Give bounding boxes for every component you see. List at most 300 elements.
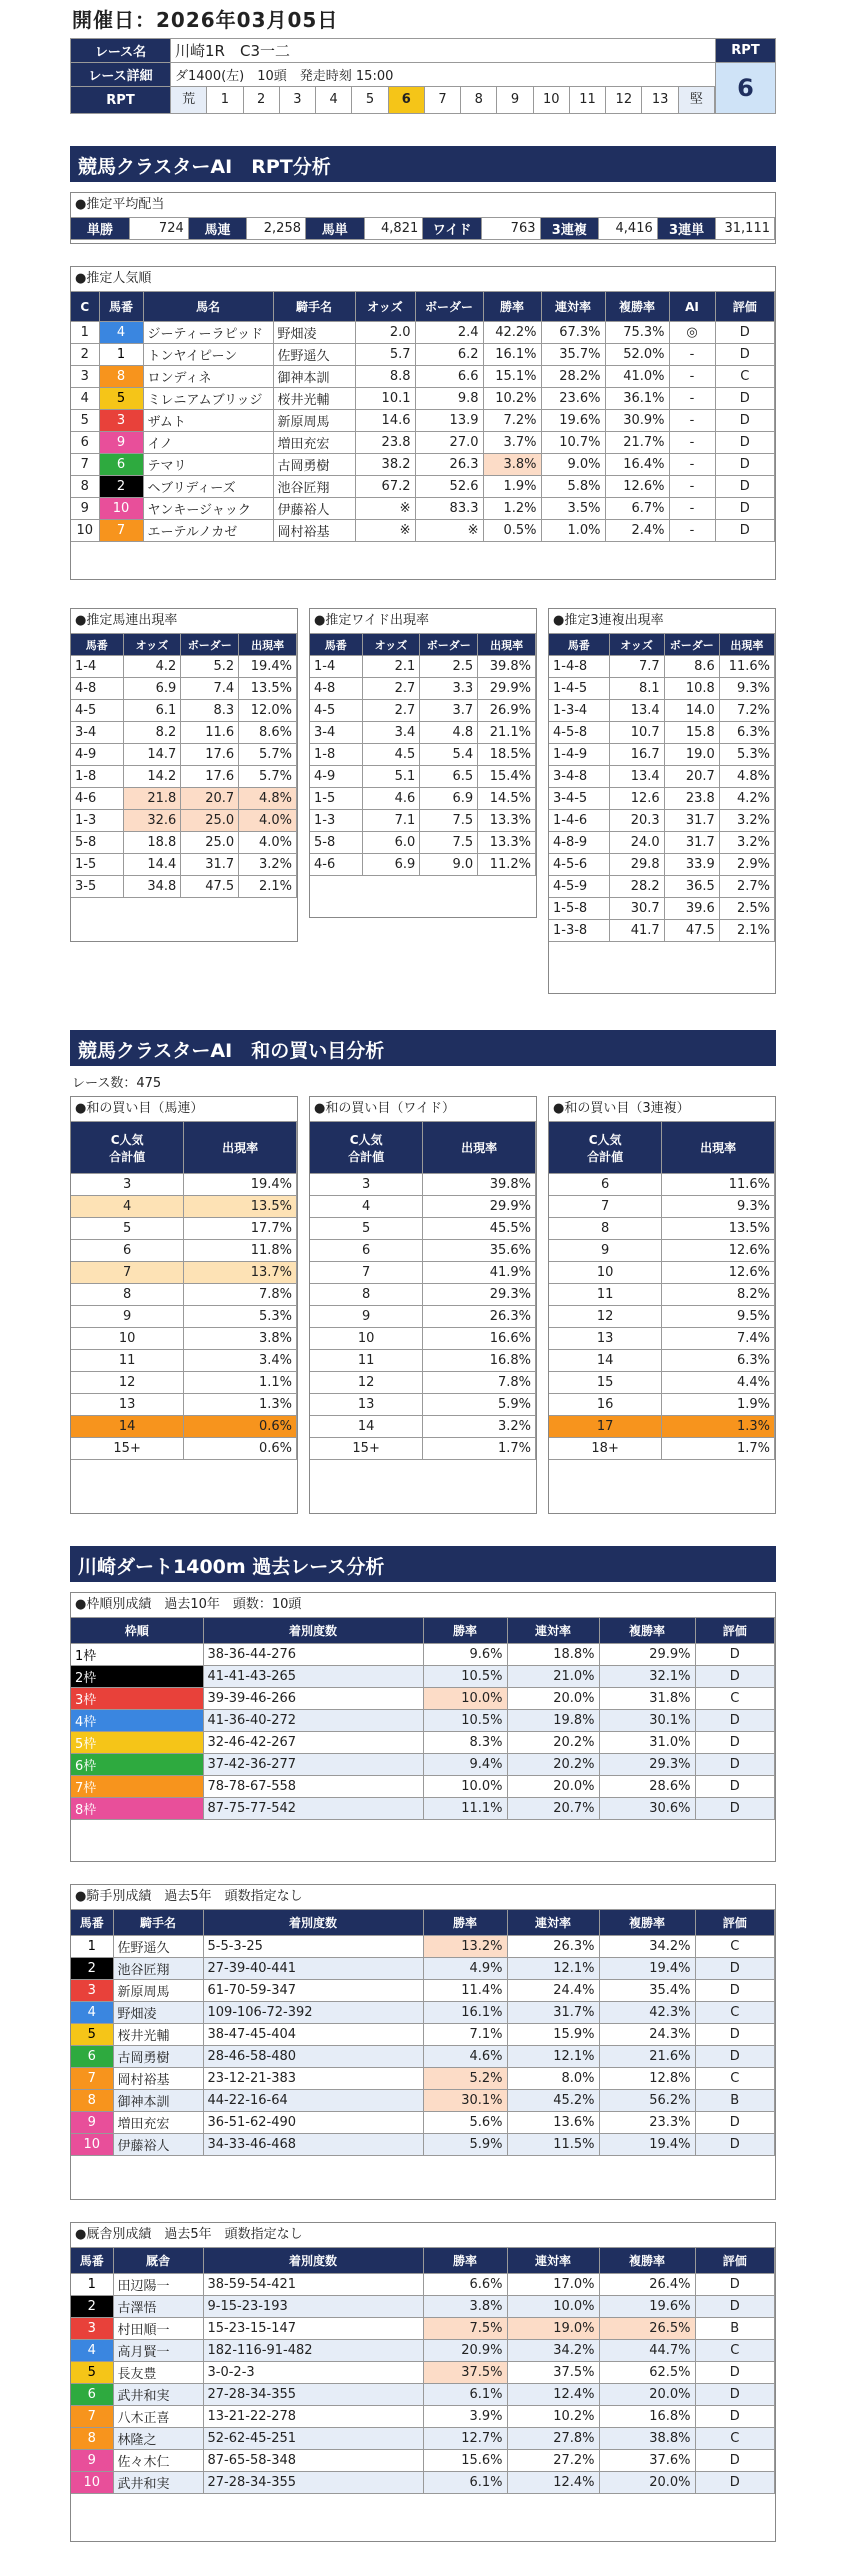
table-row <box>549 1196 775 1218</box>
popularity-cell: 6.2 <box>415 344 483 366</box>
table-header: オッズ <box>609 634 664 656</box>
popularity-cell: 67.2 <box>355 476 415 498</box>
table-row <box>310 788 536 810</box>
table-header: 馬番 <box>310 634 362 656</box>
table-cell: 武井和実 <box>113 2384 203 2406</box>
table-header: ボーダー <box>420 634 478 656</box>
table-cell: 38.8% <box>599 2428 695 2450</box>
popularity-cell: 新原周馬 <box>273 410 355 432</box>
wa-wide-box <box>309 1096 537 1514</box>
sum-value: 11 <box>549 1284 662 1306</box>
popularity-cell: 42.2% <box>483 322 541 344</box>
rate-value: 7.8% <box>423 1372 536 1394</box>
rate-value: 35.6% <box>423 1240 536 1262</box>
table-cell: 27.2% <box>507 2450 599 2472</box>
table-cell: 4.5 <box>362 744 420 766</box>
table-cell: 12.1% <box>507 2046 599 2068</box>
table-cell: 4-8 <box>71 678 123 700</box>
rate-value: 11.8% <box>184 1240 297 1262</box>
sum-value: 10 <box>549 1262 662 1284</box>
horse-number: 9 <box>99 432 143 454</box>
popularity-cell: ※ <box>415 520 483 542</box>
table-cell: 36.5 <box>664 876 719 898</box>
table-cell: 20.9% <box>423 2340 507 2362</box>
rate-value: 13.5% <box>662 1218 775 1240</box>
table-cell: 37.5% <box>423 2362 507 2384</box>
popularity-cell: 3.7% <box>483 432 541 454</box>
table-cell: 37.5% <box>507 2362 599 2384</box>
table-cell: 3-4-8 <box>549 766 609 788</box>
table-cell: 池谷匠翔 <box>113 1958 203 1980</box>
payout-value: 724 <box>130 218 189 240</box>
table-cell: 8.1 <box>609 678 664 700</box>
table-cell: 3.4 <box>362 722 420 744</box>
table-cell: D <box>695 1776 775 1798</box>
table-cell: 3.7 <box>420 700 478 722</box>
table-row <box>310 678 536 700</box>
table-cell: 24.0 <box>609 832 664 854</box>
table-header: 出現率 <box>719 634 774 656</box>
table-cell: 5.6% <box>423 2112 507 2134</box>
table-header: ボーダー <box>664 634 719 656</box>
table-cell: 11.6% <box>719 656 774 678</box>
table-cell: 29.9% <box>599 1644 695 1666</box>
popularity-cell: D <box>715 388 775 410</box>
rpt-scale-cell: 荒 <box>171 87 207 113</box>
horse-number: 9 <box>71 2450 113 2472</box>
table-cell: 13.4 <box>609 766 664 788</box>
popularity-box <box>70 266 776 580</box>
popularity-header: 勝率 <box>483 292 541 322</box>
table-cell: 30.6% <box>599 1798 695 1820</box>
table-row <box>549 832 775 854</box>
horse-number: 7 <box>99 520 143 542</box>
popularity-cell: - <box>669 520 715 542</box>
popularity-cell: 10.2% <box>483 388 541 410</box>
table-cell: 11.4% <box>423 1980 507 2002</box>
table-row <box>549 744 775 766</box>
horse-number: 1 <box>71 2274 113 2296</box>
table-row <box>71 1350 297 1372</box>
table-cell: 16.8% <box>599 2406 695 2428</box>
sum-value: 9 <box>71 1306 184 1328</box>
table-cell: D <box>695 2472 775 2494</box>
table-row <box>71 2002 775 2024</box>
table-cell: 109-106-72-392 <box>203 2002 423 2024</box>
table-cell: D <box>695 2450 775 2472</box>
table-cell: D <box>695 1958 775 1980</box>
table-header: 着別度数 <box>203 2248 423 2274</box>
table-cell: 27-28-34-355 <box>203 2384 423 2406</box>
table-cell: 1-4-8 <box>549 656 609 678</box>
table-cell: 20.2% <box>507 1732 599 1754</box>
table-row <box>71 1372 297 1394</box>
table-row <box>71 1328 297 1350</box>
rate-value: 4.4% <box>662 1372 775 1394</box>
popularity-cell: 75.3% <box>605 322 669 344</box>
table-cell: 28.6% <box>599 1776 695 1798</box>
popularity-cell: 12.6% <box>605 476 669 498</box>
table-row <box>71 700 297 722</box>
horse-number: 2 <box>71 1958 113 1980</box>
table-row <box>549 898 775 920</box>
table-cell: 11.1% <box>423 1798 507 1820</box>
table-row <box>71 344 775 366</box>
table-row <box>71 876 297 898</box>
table-header: 連対率 <box>507 1618 599 1644</box>
table-cell: D <box>695 2384 775 2406</box>
table-cell: 182-116-91-482 <box>203 2340 423 2362</box>
horse-number: 6 <box>71 2046 113 2068</box>
popularity-cell: 30.9% <box>605 410 669 432</box>
sum-value: 12 <box>71 1372 184 1394</box>
table-header: 出現率 <box>239 634 297 656</box>
sum-value: 14 <box>310 1416 423 1438</box>
popularity-cell: 9.8 <box>415 388 483 410</box>
wa-header-rate: 出現率 <box>423 1122 536 1174</box>
table-cell: C <box>695 1688 775 1710</box>
table-row <box>71 2318 775 2340</box>
horse-number: 7 <box>71 2406 113 2428</box>
table-cell: 6.9 <box>420 788 478 810</box>
table-row <box>71 2406 775 2428</box>
table-row <box>549 1306 775 1328</box>
table-cell: 17.0% <box>507 2274 599 2296</box>
table-row <box>71 1958 775 1980</box>
table-cell: 1-4-5 <box>549 678 609 700</box>
waku-title: ●枠順別成績 過去10年 頭数：10頭 <box>75 1597 302 1612</box>
popularity-cell: ◎ <box>669 322 715 344</box>
table-cell: 1-4-6 <box>549 810 609 832</box>
table-cell: 3.8% <box>423 2296 507 2318</box>
table-cell: 41-36-40-272 <box>203 1710 423 1732</box>
table-cell: 20.0% <box>599 2384 695 2406</box>
table-cell: 24.3% <box>599 2024 695 2046</box>
waku-table <box>71 1617 775 1820</box>
popularity-cell: 御神本訓 <box>273 366 355 388</box>
popularity-cell: 6 <box>71 432 99 454</box>
table-header: オッズ <box>123 634 181 656</box>
table-cell: 19.0% <box>507 2318 599 2340</box>
table-cell: 41.7 <box>609 920 664 942</box>
table-cell: 31.7% <box>507 2002 599 2024</box>
popularity-cell: 1.2% <box>483 498 541 520</box>
popularity-cell: 5 <box>71 410 99 432</box>
table-row <box>71 1240 297 1262</box>
popularity-header: 馬名 <box>143 292 273 322</box>
popularity-cell: - <box>669 344 715 366</box>
table-row <box>310 700 536 722</box>
table-cell: 19.4% <box>599 2134 695 2156</box>
payout-type: 馬連 <box>188 218 247 240</box>
table-row <box>71 366 775 388</box>
jockey-table <box>71 1909 775 2156</box>
rate-value: 3.8% <box>184 1328 297 1350</box>
table-cell: 12.1% <box>507 1958 599 1980</box>
table-row <box>549 766 775 788</box>
table-cell: 桜井光輔 <box>113 2024 203 2046</box>
rate-value: 3.2% <box>423 1416 536 1438</box>
table-cell: 4-5-9 <box>549 876 609 898</box>
popularity-header: 評価 <box>715 292 775 322</box>
table-row <box>71 788 297 810</box>
rate-value: 17.7% <box>184 1218 297 1240</box>
horse-number: 2 <box>71 2296 113 2318</box>
rate-value: 0.6% <box>184 1438 297 1460</box>
table-row <box>310 1328 536 1350</box>
horse-number: 2 <box>99 476 143 498</box>
table-header: 着別度数 <box>203 1910 423 1936</box>
table-cell: 38-59-54-421 <box>203 2274 423 2296</box>
table-cell: 2.7 <box>362 700 420 722</box>
popularity-cell: 1.0% <box>541 520 605 542</box>
table-row <box>310 744 536 766</box>
table-row <box>71 2046 775 2068</box>
table-cell: 12.7% <box>423 2428 507 2450</box>
rpt-label: RPT <box>716 39 776 63</box>
table-cell: 7.7 <box>609 656 664 678</box>
rpt-scale-cell: 7 <box>425 87 461 113</box>
table-row <box>71 2340 775 2362</box>
table-cell: 41-41-43-265 <box>203 1666 423 1688</box>
horse-number: 8 <box>71 2090 113 2112</box>
sum-value: 7 <box>549 1196 662 1218</box>
table-cell: D <box>695 2134 775 2156</box>
popularity-cell: 佐野遥久 <box>273 344 355 366</box>
table-cell: C <box>695 2428 775 2450</box>
table-cell: 39-39-46-266 <box>203 1688 423 1710</box>
payout-type: ワイド <box>423 218 482 240</box>
table-cell: D <box>695 2274 775 2296</box>
table-cell: 8.6 <box>664 656 719 678</box>
table-cell: 29.3% <box>599 1754 695 1776</box>
table-cell: 長友豊 <box>113 2362 203 2384</box>
popularity-cell: 桜井光輔 <box>273 388 355 410</box>
table-cell: 13.3% <box>478 810 536 832</box>
horse-number: 8 <box>99 366 143 388</box>
table-header: 連対率 <box>507 1910 599 1936</box>
table-row <box>549 788 775 810</box>
table-cell: 6.6% <box>423 2274 507 2296</box>
race-detail: ダ1400(左) 10頭 発走時刻 15:00 <box>171 63 716 87</box>
table-header: 評価 <box>695 1618 775 1644</box>
table-cell: D <box>695 2406 775 2428</box>
table-cell: 14.4 <box>123 854 181 876</box>
table-header: 勝率 <box>423 2248 507 2274</box>
table-cell: 27-39-40-441 <box>203 1958 423 1980</box>
table-row <box>71 1980 775 2002</box>
table-cell: 56.2% <box>599 2090 695 2112</box>
popularity-cell: 19.6% <box>541 410 605 432</box>
table-row <box>310 1174 536 1196</box>
rate-value: 5.3% <box>184 1306 297 1328</box>
table-cell: 1-5 <box>71 854 123 876</box>
sum-value: 4 <box>310 1196 423 1218</box>
table-cell: 19.8% <box>507 1710 599 1732</box>
rpt-scale-cell: 1 <box>207 87 243 113</box>
umaren-title: ●推定馬連出現率 <box>75 613 178 628</box>
table-cell: 27-28-34-355 <box>203 2472 423 2494</box>
rate-value: 13.7% <box>184 1262 297 1284</box>
table-row <box>71 454 775 476</box>
popularity-cell: ※ <box>355 520 415 542</box>
wa-header-sum: C人気 合計値 <box>71 1122 184 1174</box>
rate-value: 1.1% <box>184 1372 297 1394</box>
table-cell: 31.7 <box>664 810 719 832</box>
table-row <box>71 498 775 520</box>
rate-value: 7.8% <box>184 1284 297 1306</box>
popularity-cell: - <box>669 388 715 410</box>
popularity-cell: 3.8% <box>483 454 541 476</box>
payout-value: 2,258 <box>247 218 306 240</box>
table-cell: 3-5 <box>71 876 123 898</box>
table-cell: 32-46-42-267 <box>203 1732 423 1754</box>
table-cell: 47.5 <box>181 876 239 898</box>
waku-box <box>70 1592 776 1862</box>
table-row <box>549 1284 775 1306</box>
table-cell: 52-62-45-251 <box>203 2428 423 2450</box>
popularity-cell: 1 <box>71 322 99 344</box>
table-row <box>71 388 775 410</box>
table-cell: 8.0% <box>507 2068 599 2090</box>
table-row <box>549 854 775 876</box>
table-cell: 21.8 <box>123 788 181 810</box>
table-cell: 34.2% <box>507 2340 599 2362</box>
table-cell: 5-8 <box>310 832 362 854</box>
table-row <box>71 1732 775 1754</box>
popularity-cell: 27.0 <box>415 432 483 454</box>
popularity-cell: 0.5% <box>483 520 541 542</box>
table-cell: 20.0% <box>507 1776 599 1798</box>
sum-value: 6 <box>71 1240 184 1262</box>
table-cell: 29.8 <box>609 854 664 876</box>
table-cell: 5-5-3-25 <box>203 1936 423 1958</box>
waku-label: 2枠 <box>71 1666 203 1688</box>
popularity-header: 馬番 <box>99 292 143 322</box>
table-row <box>71 2068 775 2090</box>
sum-value: 16 <box>549 1394 662 1416</box>
table-row <box>71 1306 297 1328</box>
table-cell: D <box>695 2112 775 2134</box>
rpt-scale-cell: 10 <box>534 87 570 113</box>
sum-value: 17 <box>549 1416 662 1438</box>
table-row <box>549 1218 775 1240</box>
rpt-value: 6 <box>716 63 776 114</box>
popularity-cell: D <box>715 344 775 366</box>
table-cell: D <box>695 2362 775 2384</box>
popularity-title: ●推定人気順 <box>75 271 152 286</box>
table-cell: 岡村裕基 <box>113 2068 203 2090</box>
sum-value: 15+ <box>71 1438 184 1460</box>
payout-value: 31,111 <box>716 218 775 240</box>
table-row <box>71 1284 297 1306</box>
table-cell: 6.1% <box>423 2384 507 2406</box>
popularity-table <box>71 291 775 542</box>
table-cell: 1-4-9 <box>549 744 609 766</box>
table-cell: 78-78-67-558 <box>203 1776 423 1798</box>
table-cell: 36-51-62-490 <box>203 2112 423 2134</box>
popularity-cell: D <box>715 520 775 542</box>
table-cell: 4.6 <box>362 788 420 810</box>
popularity-cell: ヘブリディーズ <box>143 476 273 498</box>
table-cell: 20.0% <box>507 1688 599 1710</box>
table-cell: 44-22-16-64 <box>203 2090 423 2112</box>
sum-value: 6 <box>549 1174 662 1196</box>
rate-value: 5.9% <box>423 1394 536 1416</box>
sum-value: 8 <box>549 1218 662 1240</box>
table-cell: 佐野遥久 <box>113 1936 203 1958</box>
payout-title: ●推定平均配当 <box>75 197 165 212</box>
table-row <box>310 1394 536 1416</box>
wa-header-sum: C人気 合計値 <box>310 1122 423 1174</box>
table-cell: 4.0% <box>239 832 297 854</box>
table-row <box>71 2450 775 2472</box>
rate-value: 9.5% <box>662 1306 775 1328</box>
table-cell: 9-15-23-193 <box>203 2296 423 2318</box>
table-row <box>549 810 775 832</box>
table-cell: 30.1% <box>423 2090 507 2112</box>
table-cell: 2.5 <box>420 656 478 678</box>
table-row <box>71 2428 775 2450</box>
horse-number: 10 <box>71 2472 113 2494</box>
rpt-scale-cell: 12 <box>606 87 642 113</box>
table-cell: 7.4 <box>181 678 239 700</box>
sum-value: 10 <box>310 1328 423 1350</box>
table-cell: 4.6% <box>423 2046 507 2068</box>
table-cell: 1-3-8 <box>549 920 609 942</box>
table-cell: 10.5% <box>423 1710 507 1732</box>
table-row <box>549 1438 775 1460</box>
table-cell: 39.6 <box>664 898 719 920</box>
table-cell: 7.1% <box>423 2024 507 2046</box>
popularity-cell: 古岡勇樹 <box>273 454 355 476</box>
table-cell: 29.9% <box>478 678 536 700</box>
table-cell: 1-8 <box>71 766 123 788</box>
horse-number: 4 <box>71 2340 113 2362</box>
table-cell: 62.5% <box>599 2362 695 2384</box>
rate-value: 16.6% <box>423 1328 536 1350</box>
table-cell: 林隆之 <box>113 2428 203 2450</box>
wa-sanren-table <box>549 1121 775 1460</box>
wide-table <box>310 633 536 876</box>
popularity-cell: 伊藤裕人 <box>273 498 355 520</box>
table-cell: D <box>695 1732 775 1754</box>
table-cell: 23.8 <box>664 788 719 810</box>
popularity-cell: - <box>669 366 715 388</box>
popularity-cell: 52.0% <box>605 344 669 366</box>
sum-value: 9 <box>310 1306 423 1328</box>
popularity-cell: 2.4 <box>415 322 483 344</box>
wa-umaren-box <box>70 1096 298 1514</box>
table-row <box>549 722 775 744</box>
table-cell: 古岡勇樹 <box>113 2046 203 2068</box>
rpt-scale-cell: 11 <box>570 87 606 113</box>
wa-header-sum: C人気 合計値 <box>549 1122 662 1174</box>
table-cell: D <box>695 2024 775 2046</box>
rate-value: 45.5% <box>423 1218 536 1240</box>
popularity-cell: 10.1 <box>355 388 415 410</box>
table-header: 複勝率 <box>599 1618 695 1644</box>
popularity-cell: ロンディネ <box>143 366 273 388</box>
rate-value: 9.3% <box>662 1196 775 1218</box>
table-header: 着別度数 <box>203 1618 423 1644</box>
wide-title: ●推定ワイド出現率 <box>314 613 429 628</box>
popularity-cell: 3 <box>71 366 99 388</box>
rate-value: 1.9% <box>662 1394 775 1416</box>
table-cell: 4-6 <box>310 854 362 876</box>
table-cell: 31.8% <box>599 1688 695 1710</box>
table-cell: 8.3% <box>423 1732 507 1754</box>
